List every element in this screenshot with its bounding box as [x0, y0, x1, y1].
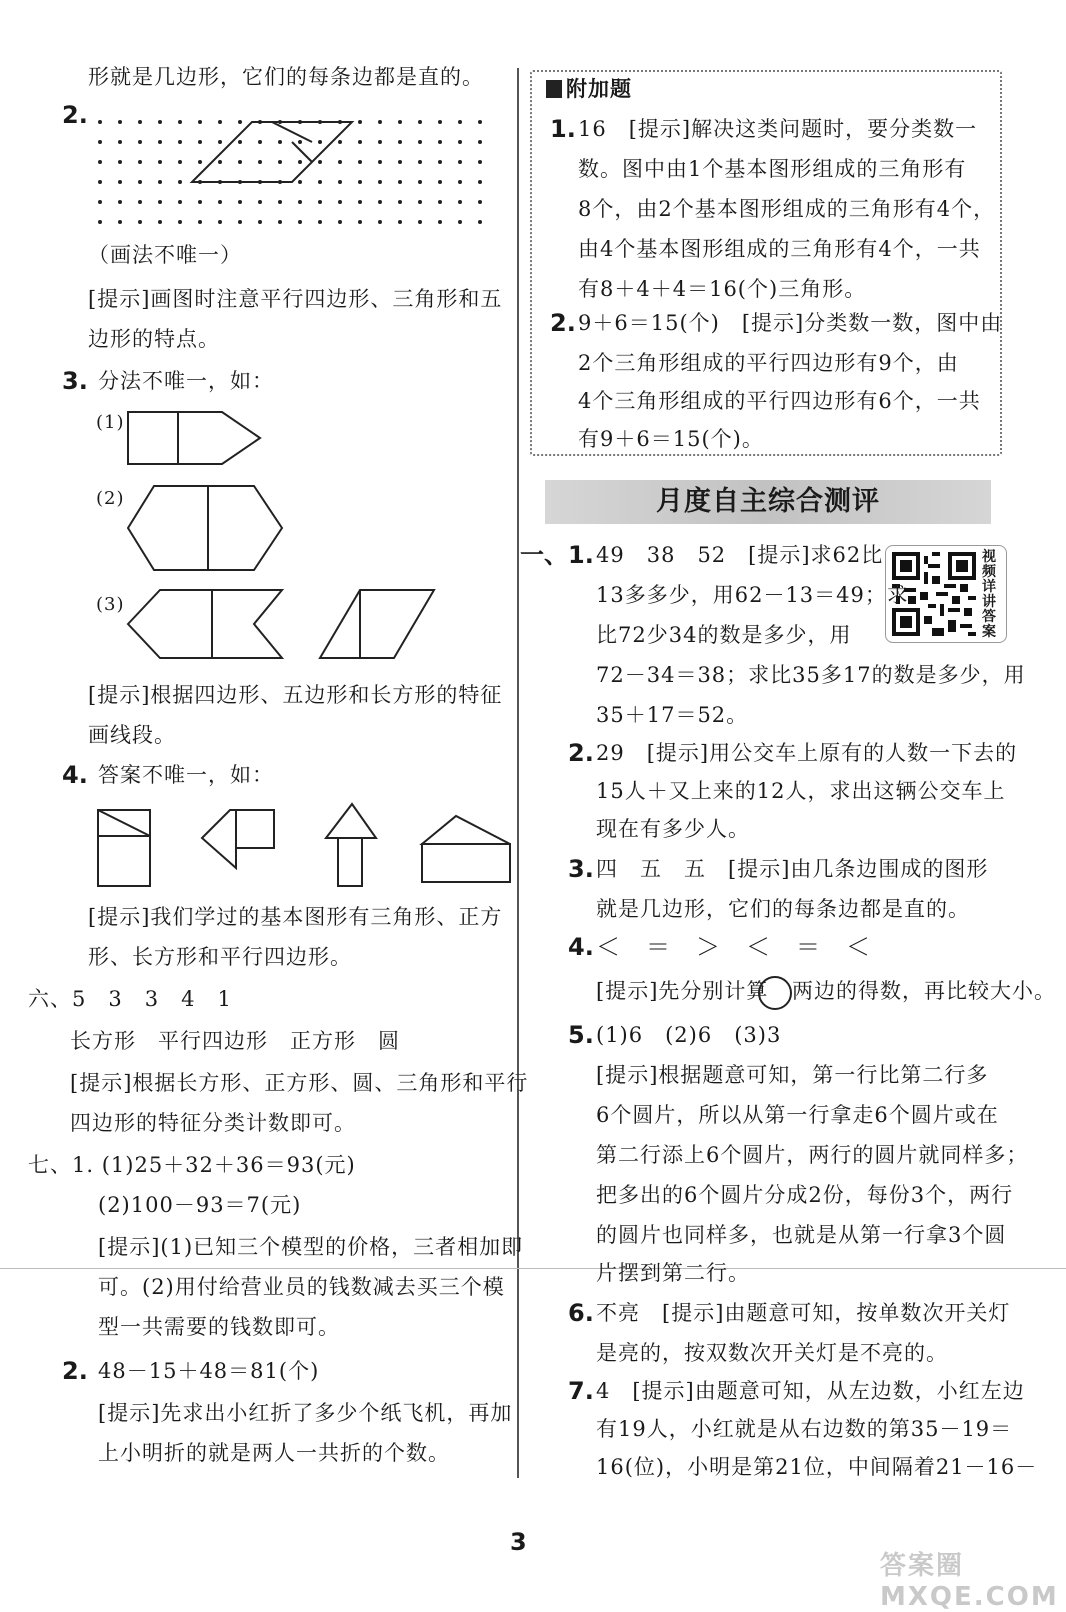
- hint-line: [提示]我们学过的基本图形有三角形、正方: [88, 905, 503, 929]
- grid-dot: [298, 180, 302, 184]
- text-line: 2个三角形组成的平行四边形有9个，由: [578, 351, 959, 375]
- watermark: 答案圈 MXQE.COM: [880, 1551, 1059, 1612]
- text-line: 不亮 [提示]由题意可知，按单数次开关灯: [596, 1301, 1011, 1325]
- grid-dot: [158, 140, 162, 144]
- text-line: 由4个基本图形组成的三角形有4个，一共: [578, 237, 981, 261]
- grid-dot: [198, 200, 202, 204]
- hint-line: [提示]先求出小红折了多少个纸飞机，再加: [98, 1401, 513, 1425]
- grid-dot: [98, 220, 102, 224]
- text-line: 数。图中由1个基本图形组成的三角形有: [578, 157, 967, 181]
- hint-line: 边形的特点。: [88, 327, 220, 351]
- grid-dot: [318, 200, 322, 204]
- grid-dot: [418, 160, 422, 164]
- grid-dot: [98, 200, 102, 204]
- grid-dot: [118, 160, 122, 164]
- text-line: 72－34＝38；求比35多17的数是多少，用: [596, 663, 1026, 687]
- grid-dot: [478, 180, 482, 184]
- hint-line: 形、长方形和平行四边形。: [88, 945, 352, 969]
- grid-dot: [298, 200, 302, 204]
- text-line: 8个，由2个基本图形组成的三角形有4个，: [578, 197, 996, 221]
- grid-dot: [298, 140, 302, 144]
- question-number: 1.: [550, 115, 576, 143]
- hint-line: [提示]先分别计算: [596, 979, 769, 1003]
- grid-dot: [438, 220, 442, 224]
- grid-dot: [418, 200, 422, 204]
- grid-dot: [338, 200, 342, 204]
- grid-dot: [158, 120, 162, 124]
- hint-line: 上小明折的就是两人一共折的个数。: [98, 1441, 450, 1465]
- grid-dot: [238, 200, 242, 204]
- grid-dot: [198, 140, 202, 144]
- question-number: 7.: [568, 1377, 594, 1405]
- question-number: 4.: [62, 761, 88, 789]
- text-line: 有8＋4＋4＝16(个)三角形。: [578, 277, 867, 301]
- grid-dot: [378, 180, 382, 184]
- grid-dot: [158, 180, 162, 184]
- grid-dot: [358, 140, 362, 144]
- grid-dot: [238, 140, 242, 144]
- grid-dot: [398, 200, 402, 204]
- grid-dot: [278, 200, 282, 204]
- hint-line: 型一共需要的钱数即可。: [98, 1315, 340, 1339]
- note: （画法不唯一）: [88, 243, 242, 267]
- house-figure: [420, 814, 514, 884]
- grid-dot: [278, 140, 282, 144]
- hint-line: 6个圆片，所以从第一行拿走6个圆片或在: [596, 1103, 999, 1127]
- column-divider: [517, 68, 519, 1478]
- grid-dot: [458, 140, 462, 144]
- question-number: 5.: [568, 1021, 594, 1049]
- grid-dot: [178, 220, 182, 224]
- text-line: 长方形 平行四边形 正方形 圆: [70, 1029, 400, 1053]
- fold-line: [0, 1268, 1066, 1269]
- grid-dot: [118, 120, 122, 124]
- question-number: 6.: [568, 1299, 594, 1327]
- text-line: 四 五 五 [提示]由几条边围成的图形: [596, 857, 989, 881]
- text-line: 13多多少，用62－13＝49；求: [596, 583, 909, 607]
- question-number: 3.: [568, 855, 594, 883]
- grid-dot: [158, 160, 162, 164]
- grid-dot: [418, 220, 422, 224]
- hint-line: [提示]根据四边形、五边形和长方形的特征: [88, 683, 503, 707]
- grid-dot: [98, 160, 102, 164]
- grid-dot: [138, 140, 142, 144]
- grid-dot: [218, 160, 222, 164]
- qr-label: 视频详讲答案: [982, 549, 996, 640]
- grid-dot: [318, 160, 322, 164]
- grid-dot: [438, 140, 442, 144]
- text-line: 4个三角形组成的平行四边形有6个，一共: [578, 389, 981, 413]
- hint-line: [提示]画图时注意平行四边形、三角形和五: [88, 287, 503, 311]
- hint-line: 片摆到第二行。: [596, 1261, 750, 1285]
- text-line: 48－15＋48＝81(个): [98, 1359, 320, 1383]
- question-number: 2.: [550, 309, 576, 337]
- text-line: 35＋17＝52。: [596, 703, 749, 727]
- grid-dot: [358, 200, 362, 204]
- grid-dot: [398, 160, 402, 164]
- grid-dot: [458, 180, 462, 184]
- grid-dot: [378, 220, 382, 224]
- grid-dot: [458, 200, 462, 204]
- grid-dot: [438, 180, 442, 184]
- grid-dot: [478, 160, 482, 164]
- section-seven-q1: 七、1. (1)25＋32＋36＝93(元): [28, 1153, 356, 1177]
- grid-dot: [458, 160, 462, 164]
- comparison-answers: ＜ ＝ ＞ ＜ ＝ ＜: [596, 933, 871, 961]
- grid-dot: [178, 180, 182, 184]
- grid-dot: [238, 220, 242, 224]
- arrow-split-figure: [126, 588, 296, 660]
- grid-dot: [258, 140, 262, 144]
- hint-line: [提示]根据长方形、正方形、圆、三角形和平行: [70, 1071, 529, 1095]
- grid-dot: [398, 180, 402, 184]
- question-number: 2.: [62, 1357, 88, 1385]
- hint-line: 四边形的特征分类计数即可。: [70, 1111, 356, 1135]
- square-with-triangle-figure: [96, 808, 156, 888]
- grid-dot: [218, 120, 222, 124]
- grid-dot: [178, 200, 182, 204]
- grid-dot: [358, 220, 362, 224]
- grid-dot: [478, 220, 482, 224]
- flag-shape-figure: [200, 808, 280, 870]
- hint-line: 把多出的6个圆片分成2份，每份3个，两行: [596, 1183, 1014, 1207]
- bookmark-icon: [546, 80, 562, 98]
- question-number: 2.: [62, 101, 88, 129]
- text-line: 比72少34的数是多少，用: [596, 623, 852, 647]
- grid-dot: [418, 180, 422, 184]
- section-six-answers: 六、5 3 3 4 1: [28, 987, 232, 1011]
- grid-dot: [358, 180, 362, 184]
- grid-dot: [438, 200, 442, 204]
- grid-dot: [418, 120, 422, 124]
- figure-label: (3): [96, 594, 125, 615]
- grid-dot: [318, 180, 322, 184]
- grid-dot: [258, 160, 262, 164]
- hexagon-split-figure: [126, 484, 286, 574]
- text-line: 9＋6＝15(个) [提示]分类数一数，图中由: [578, 311, 1003, 335]
- text-line: 分法不唯一，如：: [98, 369, 274, 393]
- grid-dot: [98, 120, 102, 124]
- grid-dot: [138, 160, 142, 164]
- grid-dot: [258, 200, 262, 204]
- text-line: (1)6 (2)6 (3)3: [596, 1023, 782, 1047]
- grid-dot: [398, 120, 402, 124]
- question-number: 2.: [568, 739, 594, 767]
- question-number: 4.: [568, 933, 594, 961]
- hint-line: [提示]根据题意可知，第一行比第二行多: [596, 1063, 989, 1087]
- grid-dot: [318, 220, 322, 224]
- text-line: 16(位)，小明是第21位，中间隔着21－16－: [596, 1455, 1038, 1479]
- grid-dot: [138, 200, 142, 204]
- grid-dot: [338, 220, 342, 224]
- text-line: 29 [提示]用公交车上原有的人数一下去的: [596, 741, 1018, 765]
- grid-dot: [258, 220, 262, 224]
- grid-dot: [318, 140, 322, 144]
- house-arrow-figure: [324, 802, 380, 888]
- grid-dot: [198, 220, 202, 224]
- figure-label: (2): [96, 488, 125, 509]
- grid-dot: [118, 220, 122, 224]
- grid-dot: [438, 160, 442, 164]
- grid-dot: [398, 220, 402, 224]
- grid-dot: [238, 160, 242, 164]
- text-line: 答案不唯一，如：: [98, 763, 274, 787]
- text-line: 15人＋又上来的12人，求出这辆公交车上: [596, 779, 1006, 803]
- grid-dot: [158, 220, 162, 224]
- grid-dot: [378, 200, 382, 204]
- grid-dot: [238, 120, 242, 124]
- grid-dot: [358, 160, 362, 164]
- dot-grid-diagram: [96, 118, 496, 238]
- text-line: 形就是几边形，它们的每条边都是直的。: [88, 65, 484, 89]
- text-line: 有9＋6＝15(个)。: [578, 427, 764, 451]
- parallelogram-split-figure: [318, 588, 438, 660]
- text-line: 现在有多少人。: [596, 817, 750, 841]
- figure-label: (1): [96, 412, 125, 433]
- grid-dot: [118, 200, 122, 204]
- hint-line: [提示](1)已知三个模型的价格，三者相加即: [98, 1235, 524, 1259]
- section-one-prefix: 一、1.: [520, 541, 594, 569]
- grid-dot: [338, 140, 342, 144]
- grid-dot: [198, 160, 202, 164]
- hint-line: 画线段。: [88, 723, 176, 747]
- grid-dot: [458, 220, 462, 224]
- grid-dot: [198, 120, 202, 124]
- grid-dot: [478, 200, 482, 204]
- hint-line: 两边的得数，再比较大小。: [792, 979, 1056, 1003]
- text-line: 有19人，小红就是从右边数的第35－19＝: [596, 1417, 1013, 1441]
- grid-dot: [218, 220, 222, 224]
- question-number: 3.: [62, 367, 88, 395]
- grid-dot: [438, 120, 442, 124]
- grid-dot: [378, 160, 382, 164]
- section-banner: 月度自主综合测评: [545, 480, 991, 524]
- grid-dot: [98, 180, 102, 184]
- grid-dot: [338, 160, 342, 164]
- grid-dot: [218, 200, 222, 204]
- grid-dot: [138, 120, 142, 124]
- grid-dot: [458, 120, 462, 124]
- hint-line: 可。(2)用付给营业员的钱数减去买三个模: [98, 1275, 505, 1299]
- grid-dot: [98, 140, 102, 144]
- grid-dot: [218, 140, 222, 144]
- grid-dot: [478, 140, 482, 144]
- hint-line: 的圆片也同样多，也就是从第一行拿3个圆: [596, 1223, 1007, 1247]
- text-line: (2)100－93＝7(元): [98, 1193, 302, 1217]
- grid-dot: [118, 180, 122, 184]
- text-line: 49 38 52 [提示]求62比: [596, 543, 884, 567]
- circle-icon: [758, 976, 792, 1010]
- grid-dot: [278, 160, 282, 164]
- grid-dot: [118, 140, 122, 144]
- grid-dot: [378, 120, 382, 124]
- grid-dot: [398, 140, 402, 144]
- hint-line: 第二行添上6个圆片，两行的圆片就同样多；: [596, 1143, 1029, 1167]
- grid-dot: [138, 220, 142, 224]
- text-line: 是亮的，按双数次开关灯是不亮的。: [596, 1341, 948, 1365]
- grid-dot: [418, 140, 422, 144]
- grid-dot: [378, 140, 382, 144]
- grid-dot: [178, 120, 182, 124]
- text-line: 4 [提示]由题意可知，从左边数，小红左边: [596, 1379, 1025, 1403]
- grid-dot: [358, 120, 362, 124]
- grid-dot: [178, 140, 182, 144]
- grid-dot: [178, 160, 182, 164]
- grid-dot: [158, 200, 162, 204]
- grid-dot: [138, 180, 142, 184]
- text-line: 就是几边形，它们的每条边都是直的。: [596, 897, 970, 921]
- page-number: 3: [510, 1528, 527, 1556]
- extra-title: 附加题: [566, 77, 632, 101]
- text-line: 16 [提示]解决这类问题时，要分类数一: [578, 117, 978, 141]
- grid-dot: [298, 220, 302, 224]
- grid-dot: [478, 120, 482, 124]
- pentagon-split-figure: [126, 410, 266, 466]
- grid-dot: [278, 220, 282, 224]
- grid-dot: [338, 180, 342, 184]
